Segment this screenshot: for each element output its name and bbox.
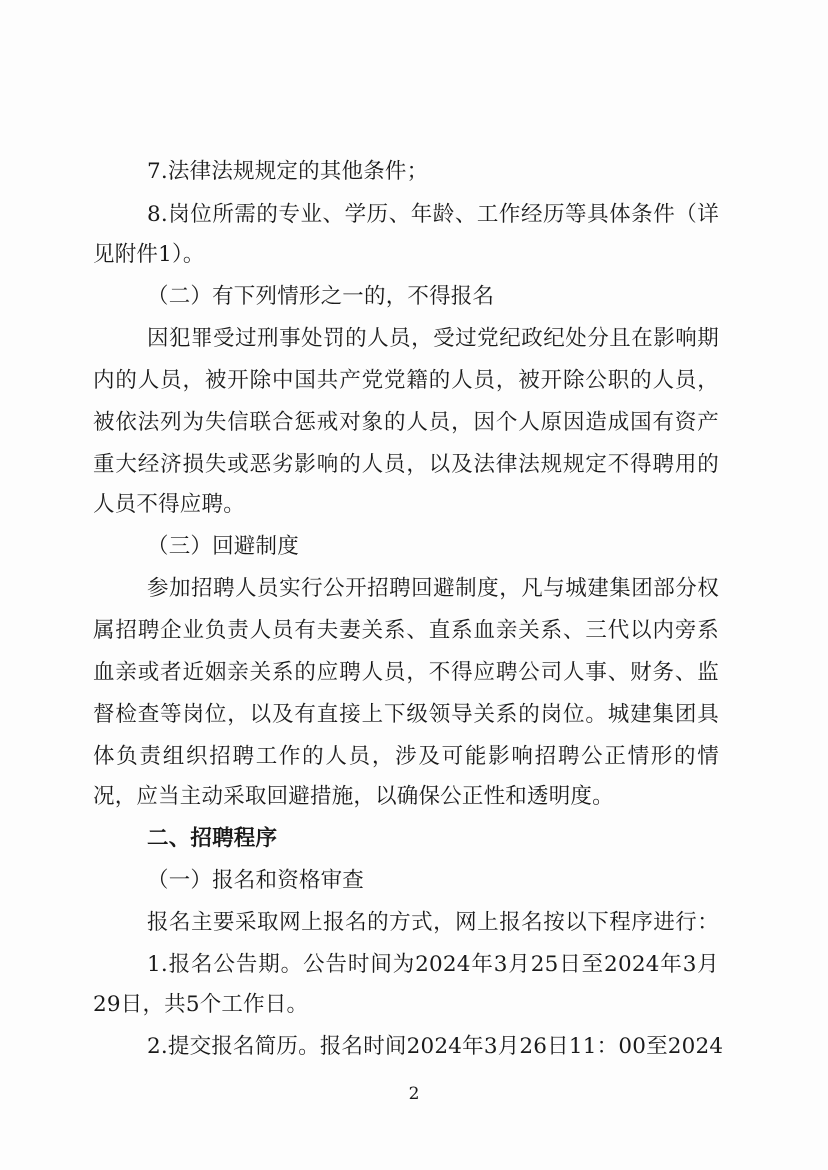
section-heading-3: （三）回避制度 bbox=[147, 534, 299, 559]
chapter-heading-2: 二、招聘程序 bbox=[147, 826, 278, 851]
text-line-7: 被依法列为失信联合惩戒对象的人员，因个人原因造成国有资产 bbox=[93, 410, 719, 435]
text-line-3: 见附件1）。 bbox=[93, 242, 205, 267]
text-line-5: 因犯罪受过刑事处罚的人员，受过党纪政纪处分且在影响期 bbox=[147, 326, 719, 351]
section-heading-1: （一）报名和资格审查 bbox=[147, 868, 365, 893]
page-number: 2 bbox=[408, 1084, 420, 1104]
text-line-22: 2.提交报名简历。报名时间2024年3月26日11：00至2024 bbox=[147, 1034, 724, 1059]
text-line-11: 参加招聘人员实行公开招聘回避制度，凡与城建集团部分权 bbox=[147, 576, 719, 601]
text-line-21: 29日，共5个工作日。 bbox=[93, 992, 309, 1017]
text-line-2: 8.岗位所需的专业、学历、年龄、工作经历等具体条件（详 bbox=[147, 202, 719, 227]
text-line-20: 1.报名公告期。公告时间为2024年3月25日至2024年3月 bbox=[147, 952, 719, 977]
text-line-6: 内的人员，被开除中国共产党党籍的人员，被开除公职的人员， bbox=[93, 368, 719, 393]
text-line-19: 报名主要采取网上报名的方式，网上报名按以下程序进行： bbox=[147, 910, 719, 935]
text-line-16: 况，应当主动采取回避措施，以确保公正性和透明度。 bbox=[93, 784, 614, 809]
section-heading-2: （二）有下列情形之一的，不得报名 bbox=[147, 284, 495, 309]
text-line-14: 督检查等岗位，以及有直接上下级领导关系的岗位。城建集团具 bbox=[93, 702, 719, 727]
text-line-8: 重大经济损失或恶劣影响的人员，以及法律法规规定不得聘用的 bbox=[93, 452, 719, 477]
text-line-9: 人员不得应聘。 bbox=[93, 492, 245, 517]
text-line-13: 血亲或者近姻亲关系的应聘人员，不得应聘公司人事、财务、监 bbox=[93, 660, 719, 685]
text-line-12: 属招聘企业负责人员有夫妻关系、直系血亲关系、三代以内旁系 bbox=[93, 618, 719, 643]
text-line-15: 体负责组织招聘工作的人员，涉及可能影响招聘公正情形的情 bbox=[93, 744, 719, 769]
text-line-1: 7.法律法规规定的其他条件； bbox=[147, 159, 429, 184]
